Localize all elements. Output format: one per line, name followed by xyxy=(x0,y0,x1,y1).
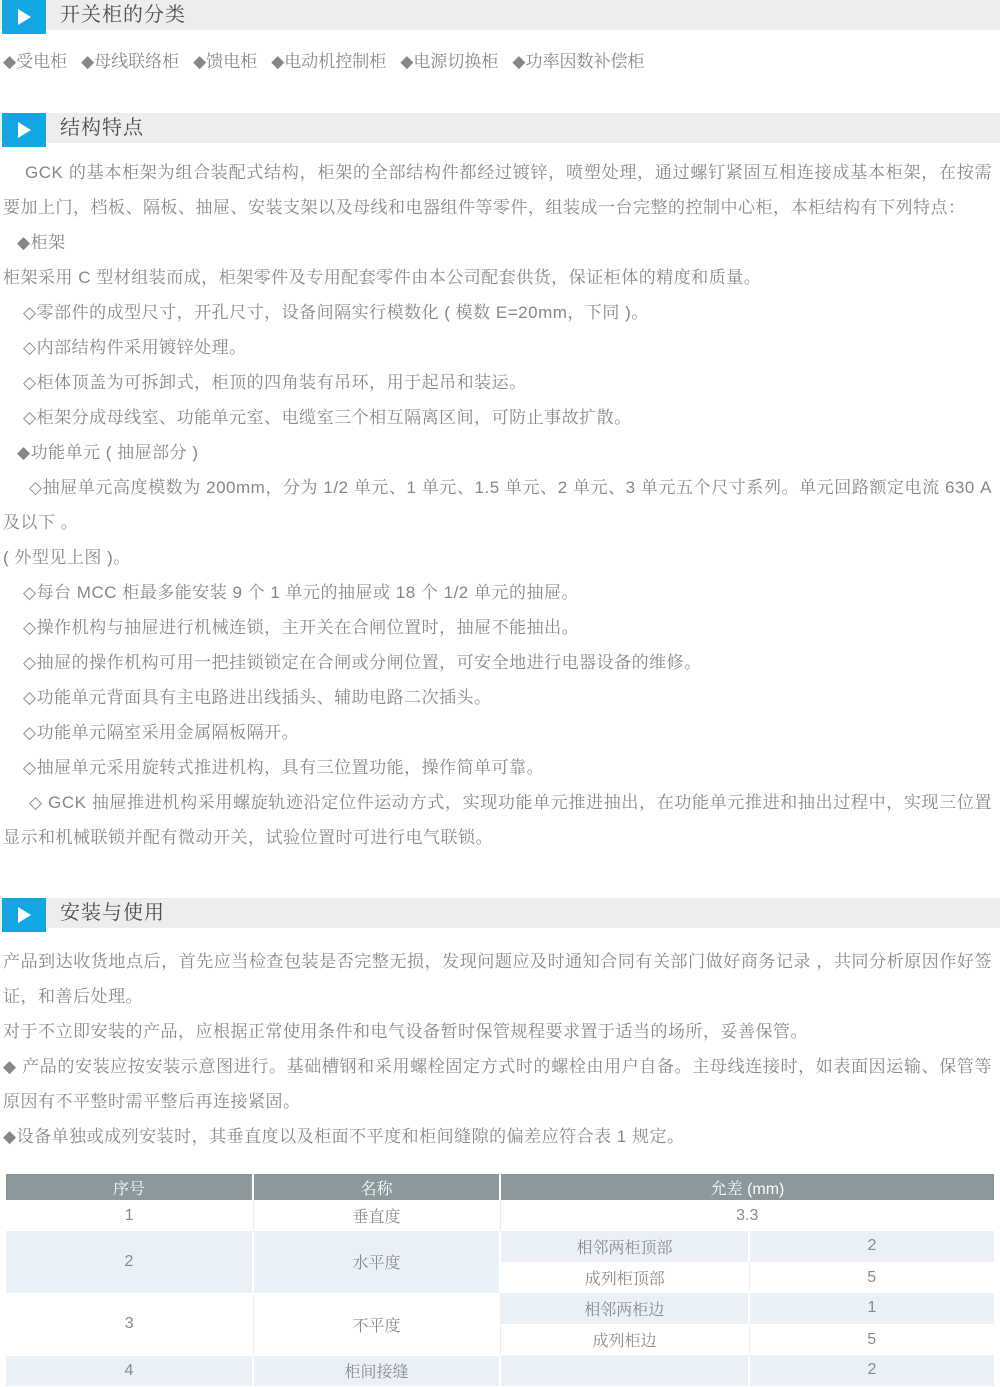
paragraph: ◇柜体顶盖为可拆卸式，柜顶的四角装有吊环，用于起吊和装运。 xyxy=(23,373,527,392)
paragraph: ◇柜架分成母线室、功能单元室、电缆室三个相互隔离区间，可防止事故扩散。 xyxy=(23,408,632,427)
table-header-row xyxy=(6,1174,994,1200)
table-row xyxy=(6,1231,994,1262)
paragraph: 产品到达收货地点后，首先应当检查包装是否完整无损，发现问题应及时通知合同有关部门做好商务记录 ，共同分析原因作好签证，和善后处理。 xyxy=(3,952,992,1006)
table-header-no: 序号 xyxy=(6,1174,253,1200)
table-cell: 1 xyxy=(749,1293,994,1324)
table-cell: 2 xyxy=(749,1231,994,1262)
section-title-classification: 开关柜的分类 xyxy=(60,4,186,26)
paragraph: ◇内部结构件采用镀锌处理。 xyxy=(23,338,247,357)
table-row xyxy=(6,1200,994,1231)
play-triangle-icon xyxy=(18,907,31,923)
section-title-installation: 安装与使用 xyxy=(60,902,165,924)
paragraph: 柜架采用 C 型材组装而成，柜架零件及专用配套零件由本公司配套供货，保证柜体的精度和质量。 xyxy=(3,268,762,287)
cabinet-type-item: ◆馈电柜 xyxy=(193,52,258,71)
paragraph: ◆ 产品的安装应按安装示意图进行。基础槽钢和采用螺栓固定方式时的螺栓由用户自备。主母线连接时，如表面因运输、保管等原因有不平整时需平整后再连接紧固。 xyxy=(3,1057,992,1111)
section-header-classification xyxy=(0,0,1000,34)
structure-features-paragraphs xyxy=(0,155,1000,855)
table-header-tolerance: 允差 (mm) xyxy=(500,1174,994,1200)
installation-paragraphs xyxy=(0,944,1000,1154)
table-cell: 1 xyxy=(6,1200,253,1231)
table-cell xyxy=(500,1355,749,1386)
table-cell: 柜间接缝 xyxy=(253,1355,500,1386)
cabinet-type-item: ◆功率因数补偿柜 xyxy=(512,52,645,71)
table-header-name: 名称 xyxy=(253,1174,500,1200)
paragraph: ◇ GCK 抽屉推进机构采用螺旋轨迹沿定位件运动方式，实现功能单元推进抽出，在功能单元推进和抽出过程中，实现三位置显示和机械联锁并配有微动开关，试验位置时可进行电气联锁。 xyxy=(3,793,992,847)
table-cell: 相邻两柜顶部 xyxy=(500,1231,749,1262)
section-header-installation xyxy=(0,898,1000,932)
section-arrow-icon xyxy=(2,113,46,147)
paragraph: ◇每台 MCC 柜最多能安装 9 个 1 单元的抽屉或 18 个 1/2 单元的抽屉。 xyxy=(23,583,579,602)
table-cell: 成列柜边 xyxy=(500,1324,749,1355)
section-header-structure xyxy=(0,113,1000,147)
paragraph: ◇抽屉单元高度模数为 200mm，分为 1/2 单元、1 单元、1.5 单元、2 单元、3 单元五个尺寸系列。单元回路额定电流 630 A 及以下 。 xyxy=(3,478,992,532)
table-cell: 2 xyxy=(749,1355,994,1386)
table-cell: 相邻两柜边 xyxy=(500,1293,749,1324)
table-cell: 垂直度 xyxy=(253,1200,500,1231)
table-cell: 不平度 xyxy=(253,1293,500,1355)
paragraph: GCK 的基本柜架为组合装配式结构，柜架的全部结构件都经过镀锌，喷塑处理，通过螺钉紧固互相连接成基本柜架，在按需要加上门，档板、隔板、抽屉、安装支架以及母线和电器组件等零件，组装成一台完整的控制中心柜，本柜结构有下列特点： xyxy=(3,163,992,217)
paragraph: 对于不立即安装的产品，应根据正常使用条件和电气设备暂时保管规程要求置于适当的场所，妥善保管。 xyxy=(3,1022,808,1041)
cabinet-type-item: ◆电动机控制柜 xyxy=(271,52,387,71)
table-cell: 5 xyxy=(749,1262,994,1293)
section-title-structure: 结构特点 xyxy=(60,117,144,139)
paragraph: ◇抽屉单元采用旋转式推进机构，具有三位置功能，操作简单可靠。 xyxy=(23,758,545,777)
play-triangle-icon xyxy=(18,9,31,25)
paragraph: ◇零部件的成型尺寸，开孔尺寸，设备间隔实行模数化 ( 模数 E=20mm，下同 )。 xyxy=(23,303,649,322)
table-cell: 5 xyxy=(749,1324,994,1355)
paragraph: ( 外型见上图 )。 xyxy=(3,548,131,567)
cabinet-type-item: ◆电源切换柜 xyxy=(400,52,499,71)
paragraph: ◆柜架 xyxy=(17,233,66,252)
cabinet-type-item: ◆受电柜 xyxy=(3,52,68,71)
cabinet-type-item: ◆母线联络柜 xyxy=(81,52,180,71)
paragraph: ◆设备单独或成列安装时，其垂直度以及柜面不平度和柜间缝隙的偏差应符合表 1 规定。 xyxy=(3,1127,685,1146)
paragraph: ◇功能单元隔室采用金属隔板隔开。 xyxy=(23,723,300,742)
tolerance-table xyxy=(6,1174,994,1387)
table-cell: 成列柜顶部 xyxy=(500,1262,749,1293)
table-cell: 4 xyxy=(6,1355,253,1386)
table-cell: 2 xyxy=(6,1231,253,1293)
section-header-bar xyxy=(0,113,1000,143)
paragraph: ◇抽屉的操作机构可用一把挂锁锁定在合闸或分闸位置，可安全地进行电器设备的维修。 xyxy=(23,653,702,672)
section-arrow-icon xyxy=(2,898,46,932)
paragraph: ◇功能单元背面具有主电路进出线插头、辅助电路二次插头。 xyxy=(23,688,492,707)
play-triangle-icon xyxy=(18,122,31,138)
table-row xyxy=(6,1355,994,1386)
paragraph: ◆功能单元 ( 抽屉部分 ) xyxy=(17,443,199,462)
table-cell: 水平度 xyxy=(253,1231,500,1293)
table-cell: 3 xyxy=(6,1293,253,1355)
table-cell: 3.3 xyxy=(500,1200,994,1231)
paragraph: ◇操作机构与抽屉进行机械连锁，主开关在合闸位置时，抽屉不能抽出。 xyxy=(23,618,580,637)
cabinet-type-list xyxy=(0,47,1000,77)
section-arrow-icon xyxy=(2,0,46,34)
table-row xyxy=(6,1293,994,1324)
